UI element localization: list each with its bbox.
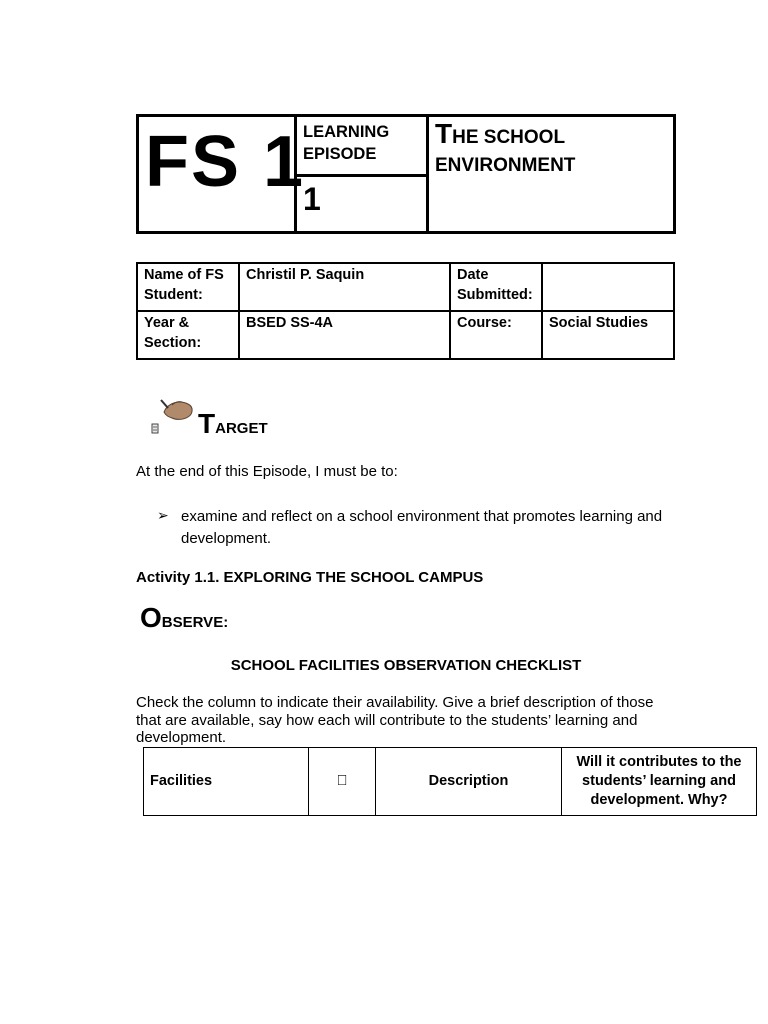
table-header-row <box>144 748 757 816</box>
name-label: Name of FS Student: <box>137 263 239 311</box>
episode-header <box>136 114 676 234</box>
observe-initial: O <box>140 602 162 633</box>
episode-title-line2: ENVIRONMENT <box>435 155 576 176</box>
student-info-table <box>136 262 675 360</box>
target-title <box>198 408 268 440</box>
episode-title <box>435 120 671 180</box>
year-value: BSED SS-4A <box>239 311 450 359</box>
learning-episode-label: LEARNING EPISODE <box>303 123 390 163</box>
episode-title-initial: T <box>435 118 453 149</box>
target-heading <box>150 396 350 442</box>
date-label: Date Submitted: <box>450 263 542 311</box>
instructions: Check the column to indicate their availability. Give a brief description of those that are available, say how each will contribute to the students’ learning and development. <box>136 694 654 746</box>
course-value: Social Studies <box>542 311 674 359</box>
check-column-header <box>309 748 376 816</box>
table-row <box>137 263 674 311</box>
episode-title-line1: HE SCHOOL <box>452 127 566 148</box>
header-divider <box>294 174 426 177</box>
target-initial: T <box>198 408 216 439</box>
target-rest: ARGET <box>215 420 268 437</box>
table-row <box>137 311 674 359</box>
date-value <box>542 263 674 311</box>
activity-title: Activity 1.1. EXPLORING THE SCHOOL CAMPUS <box>136 569 484 586</box>
facilities-header: Facilities <box>144 748 309 816</box>
arrow-bullet-icon: ➢ <box>157 507 169 523</box>
year-label: Year & Section: <box>137 311 239 359</box>
facilities-table <box>143 747 757 816</box>
writing-hand-icon <box>150 396 196 436</box>
objective-item: examine and reflect on a school environment that promotes learning and development. <box>181 508 663 547</box>
intro-text: At the end of this Episode, I must be to: <box>136 463 398 480</box>
episode-number: 1 <box>303 181 321 217</box>
description-header: Description <box>376 748 562 816</box>
checklist-title: SCHOOL FACILITIES OBSERVATION CHECKLIST <box>230 657 582 674</box>
observe-rest: BSERVE: <box>161 614 229 631</box>
contribution-header: Will it contributes to the students’ learning and development. Why? <box>562 748 757 816</box>
course-label: Course: <box>450 311 542 359</box>
observe-heading <box>140 602 228 634</box>
name-value: Christil P. Saquin <box>239 263 450 311</box>
fs-label: FS 1 <box>145 122 306 202</box>
